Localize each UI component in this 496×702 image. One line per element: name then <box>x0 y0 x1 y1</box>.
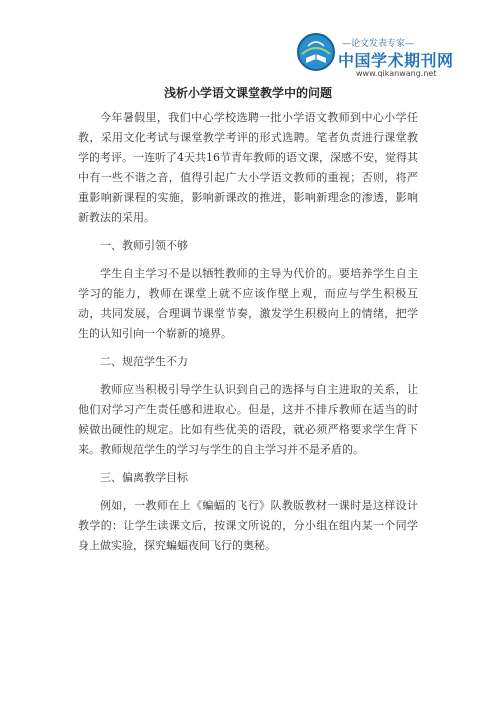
paragraph-gap <box>78 488 418 496</box>
document-title: 浅析小学语文课堂教学中的问题 <box>163 86 332 100</box>
paragraph-gap <box>78 372 418 380</box>
paragraph-gap <box>78 344 418 352</box>
logo-tagline: —论文发表专家— <box>342 39 415 49</box>
document-body <box>78 108 418 556</box>
paragraph-gap <box>78 228 418 236</box>
body-paragraph: 教师应当积极引导学生认识到自己的选择与自主进取的关系，让他们对学习产生责任感和进取心。但是，这并不排斥教师在适当的时候做出硬性的规定。比如有些优美的语段，就必须严格要求学生背下来。教师规范学生的学习与学生的自主学习并不是矛盾的。 <box>78 383 418 456</box>
book-globe-icon <box>296 32 336 72</box>
section-heading: 二、规范学生不力 <box>100 355 188 368</box>
body-paragraph: 例如，一教师在上《蝙蝠的飞行》队教版教材一课时是这样设计教学的：让学生读课文后，按课文所说的，分小组在组内某一个同学身上做实验，探究蝙蝠夜间飞行的奥秘。 <box>78 499 418 552</box>
logo-url: www.qikanwang.net <box>356 69 437 78</box>
section-heading: 一、教师引领不够 <box>100 239 188 252</box>
paragraph-gap <box>78 256 418 264</box>
body-paragraph: 今年暑假里，我们中心学校选聘一批小学语文教师到中心小学任教，采用文化考试与课堂教学考评的形式选聘。笔者负责进行课堂教学的考评。一连听了4天共16节青年教师的语文课，深感不安，觉得其中有一些不谐之音，值得引起广大小学语文教师的重视；否则，将严重影响新课程的实施，影响新课改的推进，影响新理念的渗透，影响新教法的采用。 <box>78 111 418 224</box>
paragraph-gap <box>78 460 418 468</box>
section-heading: 三、偏离教学目标 <box>100 471 188 484</box>
site-logo <box>296 32 454 80</box>
logo-name: 中国学术期刊网 <box>338 51 454 70</box>
body-paragraph: 学生自主学习不是以牺牲教师的主导为代价的。要培养学生自主学习的能力，教师在课堂上就不应该作壁上观，而应与学生积极互动，共同发展，合理调节课堂节奏，激发学生积极向上的情绪，把学生的认知引向一个崭新的境界。 <box>78 267 418 340</box>
